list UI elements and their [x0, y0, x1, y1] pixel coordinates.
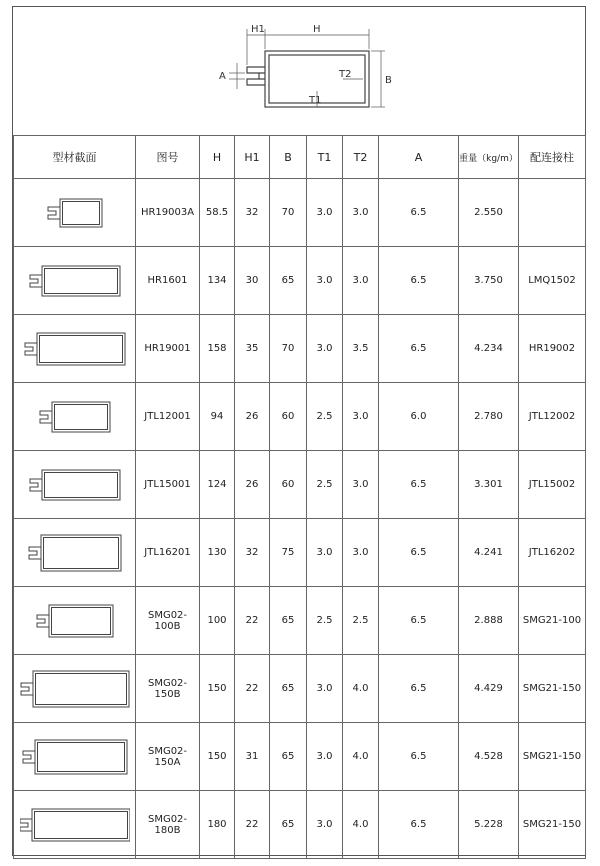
- cell-t2: 4.0: [343, 723, 379, 791]
- cell-t1: 3.0: [307, 247, 343, 315]
- table-row: [14, 451, 586, 519]
- cell-connector: SMG21-100: [519, 587, 586, 655]
- header-weight: 重量（kg/m）: [459, 136, 519, 179]
- header-profile: 型材截面: [14, 136, 136, 179]
- profile-section-icon: [20, 732, 130, 782]
- cell-h1: 32: [235, 519, 270, 587]
- cell-h: 150: [200, 723, 235, 791]
- header-b: B: [270, 136, 307, 179]
- profile-thumbnail-cell: [14, 723, 136, 791]
- header-connector: 配连接柱: [519, 136, 586, 179]
- table-row: [14, 315, 586, 383]
- label-t2: T2: [339, 69, 352, 80]
- cell-t1: 2.5: [307, 383, 343, 451]
- cell-connector: JTL15002: [519, 451, 586, 519]
- cell-a: 6.5: [379, 179, 459, 247]
- profile-thumbnail-cell: [14, 247, 136, 315]
- label-h1: H1: [251, 24, 265, 35]
- profile-section-icon: [20, 188, 130, 238]
- profile-thumbnail-cell: [14, 179, 136, 247]
- cell-b: 65: [270, 587, 307, 655]
- cell-model: HR19003A: [136, 179, 200, 247]
- cell-weight: 4.234: [459, 315, 519, 383]
- header-model: 图号: [136, 136, 200, 179]
- cell-t2: 3.0: [343, 179, 379, 247]
- header-h: H: [200, 136, 235, 179]
- cell-h1: 31: [235, 723, 270, 791]
- cell-model: SMG02-100B: [136, 587, 200, 655]
- cell-weight: 4.528: [459, 723, 519, 791]
- cell-t2: 3.0: [343, 383, 379, 451]
- cell-h: 130: [200, 519, 235, 587]
- profile-section-icon: [20, 324, 130, 374]
- cell-weight: 4.241: [459, 519, 519, 587]
- cell-weight: 2.888: [459, 587, 519, 655]
- label-t1: T1: [309, 95, 322, 106]
- cell-a: 6.0: [379, 383, 459, 451]
- profile-thumbnail-cell: [14, 451, 136, 519]
- cell-t2: 3.0: [343, 247, 379, 315]
- cell-model: SMG02-150A: [136, 723, 200, 791]
- cell-connector: [519, 179, 586, 247]
- cell-a: 6.5: [379, 315, 459, 383]
- label-a: A: [219, 71, 226, 82]
- cell-connector: SMG21-150: [519, 791, 586, 859]
- cell-a: 6.5: [379, 247, 459, 315]
- table-row: [14, 519, 586, 587]
- cell-h1: 35: [235, 315, 270, 383]
- cell-b: 75: [270, 519, 307, 587]
- cell-t2: 4.0: [343, 655, 379, 723]
- table-row: [14, 383, 586, 451]
- cell-h1: 26: [235, 383, 270, 451]
- cell-h: 94: [200, 383, 235, 451]
- cell-t1: 3.0: [307, 179, 343, 247]
- cell-t2: 3.5: [343, 315, 379, 383]
- cell-connector: LMQ1502: [519, 247, 586, 315]
- cell-t2: 3.0: [343, 451, 379, 519]
- cell-t1: 2.5: [307, 451, 343, 519]
- cell-weight: 3.750: [459, 247, 519, 315]
- label-h: H: [313, 24, 321, 35]
- cell-b: 65: [270, 791, 307, 859]
- cell-h: 124: [200, 451, 235, 519]
- cell-h1: 22: [235, 791, 270, 859]
- table-row: [14, 723, 586, 791]
- profile-thumbnail-cell: [14, 791, 136, 859]
- cell-h: 134: [200, 247, 235, 315]
- cell-h: 180: [200, 791, 235, 859]
- cell-b: 65: [270, 655, 307, 723]
- cell-b: 60: [270, 383, 307, 451]
- cell-a: 6.5: [379, 587, 459, 655]
- cell-h1: 22: [235, 587, 270, 655]
- cell-b: 70: [270, 179, 307, 247]
- cell-t1: 3.0: [307, 519, 343, 587]
- cell-h1: 30: [235, 247, 270, 315]
- profile-section-icon: [20, 800, 130, 850]
- profile-thumbnail-cell: [14, 587, 136, 655]
- cell-a: 6.5: [379, 723, 459, 791]
- profile-section-icon: [20, 528, 130, 578]
- cell-a: 6.5: [379, 655, 459, 723]
- cell-t1: 3.0: [307, 723, 343, 791]
- profile-thumbnail-cell: [14, 383, 136, 451]
- cell-model: HR19001: [136, 315, 200, 383]
- cell-a: 6.5: [379, 791, 459, 859]
- cell-t1: 2.5: [307, 587, 343, 655]
- cell-weight: 5.228: [459, 791, 519, 859]
- cell-connector: JTL16202: [519, 519, 586, 587]
- profile-thumbnail-cell: [14, 655, 136, 723]
- cell-model: SMG02-150B: [136, 655, 200, 723]
- cell-model: JTL15001: [136, 451, 200, 519]
- cell-a: 6.5: [379, 451, 459, 519]
- cell-h1: 32: [235, 179, 270, 247]
- cell-b: 65: [270, 723, 307, 791]
- table-row: [14, 791, 586, 859]
- cell-weight: 3.301: [459, 451, 519, 519]
- cell-a: 6.5: [379, 519, 459, 587]
- profile-section-icon: [20, 664, 130, 714]
- profile-thumbnail-cell: [14, 519, 136, 587]
- cell-t2: 3.0: [343, 519, 379, 587]
- cell-model: SMG02-180B: [136, 791, 200, 859]
- header-a: A: [379, 136, 459, 179]
- cell-b: 70: [270, 315, 307, 383]
- cell-h: 150: [200, 655, 235, 723]
- cell-h1: 26: [235, 451, 270, 519]
- profile-spec-table: [13, 135, 586, 859]
- header-t2: T2: [343, 136, 379, 179]
- table-row: [14, 247, 586, 315]
- cell-t1: 3.0: [307, 791, 343, 859]
- profile-thumbnail-cell: [14, 315, 136, 383]
- table-header-row: [14, 136, 586, 179]
- cell-h1: 22: [235, 655, 270, 723]
- table-row: [14, 587, 586, 655]
- cell-connector: SMG21-150: [519, 723, 586, 791]
- cell-t2: 2.5: [343, 587, 379, 655]
- cell-b: 60: [270, 451, 307, 519]
- profile-section-icon: [20, 596, 130, 646]
- cell-connector: JTL12002: [519, 383, 586, 451]
- dimension-diagram: [13, 7, 585, 136]
- cell-model: JTL12001: [136, 383, 200, 451]
- cell-connector: SMG21-150: [519, 655, 586, 723]
- profile-section-icon: [20, 256, 130, 306]
- cell-weight: 2.550: [459, 179, 519, 247]
- table-row: [14, 179, 586, 247]
- cell-model: JTL16201: [136, 519, 200, 587]
- spec-sheet: [12, 6, 586, 856]
- header-t1: T1: [307, 136, 343, 179]
- cell-model: HR1601: [136, 247, 200, 315]
- table-row: [14, 655, 586, 723]
- cell-b: 65: [270, 247, 307, 315]
- cell-h: 100: [200, 587, 235, 655]
- cell-t1: 3.0: [307, 315, 343, 383]
- label-b: B: [385, 75, 392, 86]
- profile-section-icon: [20, 392, 130, 442]
- profile-section-icon: [20, 460, 130, 510]
- cell-connector: HR19002: [519, 315, 586, 383]
- cell-h: 158: [200, 315, 235, 383]
- header-h1: H1: [235, 136, 270, 179]
- cell-h: 58.5: [200, 179, 235, 247]
- cell-weight: 4.429: [459, 655, 519, 723]
- cell-t1: 3.0: [307, 655, 343, 723]
- cell-weight: 2.780: [459, 383, 519, 451]
- profile-dimension-drawing: [13, 7, 585, 135]
- cell-t2: 4.0: [343, 791, 379, 859]
